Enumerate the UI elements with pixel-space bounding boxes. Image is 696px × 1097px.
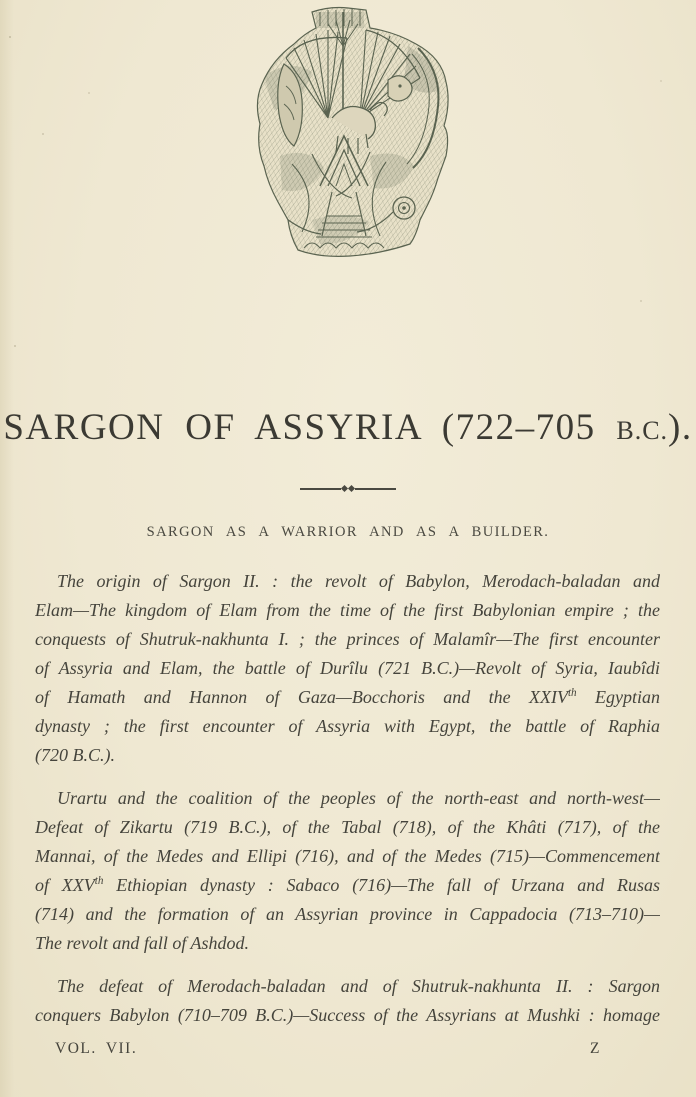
chapter-title-main: SARGON OF ASSYRIA (722–705 [3, 407, 596, 448]
summary-paragraph-1 [35, 567, 660, 770]
assyrian-fragment-engraving [220, 6, 460, 258]
chapter-title-suffix: ). [668, 407, 693, 448]
engraving-svg [220, 6, 460, 258]
paper-speckles [0, 0, 2, 2]
page-footer [0, 1040, 696, 1058]
superscript-ordinal: th [94, 875, 104, 887]
summary-paragraph-3 [35, 972, 660, 1030]
divider-line-right [355, 488, 396, 490]
chapter-summary [0, 567, 696, 1044]
summary-line: Elam—The kingdom of Elam from the time of the first Babylonian empire ; the [35, 600, 660, 620]
chapter-title-era: B.C. [616, 416, 669, 445]
divider-line-left [300, 488, 341, 490]
superscript-ordinal: th [567, 687, 577, 699]
divider-diamond-icon [348, 485, 355, 492]
summary-line: Defeat of Zikartu (719 B.C.), of the Tabal (718), of the Khâti (717), of the [35, 817, 660, 837]
section-divider [0, 486, 696, 491]
summary-line: of Assyria and Elam, the battle of Durîlu (721 B.C.)—Revolt of Syria, Iaubîdi [35, 658, 660, 678]
chapter-title [0, 406, 696, 449]
summary-line: of XXVth Ethiopian dynasty : Sabaco (716)—The fall of Urzana and Rusas [35, 875, 660, 895]
summary-line: conquests of Shutruk-nakhunta I. ; the princes of Malamîr—The first encounter [35, 629, 660, 649]
section-heading: SARGON AS A WARRIOR AND AS A BUILDER. [146, 524, 550, 540]
summary-line: conquers Babylon (710–709 B.C.)—Success of the Assyrians at Mushki : homage [35, 1005, 660, 1025]
summary-line: The origin of Sargon II. : the revolt of Babylon, Merodach-baladan and [57, 571, 660, 591]
summary-line: of Hamath and Hannon of Gaza—Bocchoris and the XXIVth Egyptian [35, 687, 660, 707]
signature-mark: Z [590, 1040, 601, 1057]
summary-line: Urartu and the coalition of the peoples of the north-east and north-west— [57, 788, 660, 808]
summary-line: dynasty ; the first encounter of Assyria with Egypt, the battle of Raphia [35, 716, 660, 736]
summary-line: (714) and the formation of an Assyrian province in Cappadocia (713–710)— [35, 904, 660, 924]
summary-line: The revolt and fall of Ashdod. [35, 933, 249, 953]
summary-line: Mannai, of the Medes and Ellipi (716), and of the Medes (715)—Commencement [35, 846, 660, 866]
summary-line: (720 B.C.). [35, 745, 115, 765]
summary-line: The defeat of Merodach-baladan and of Shutruk-nakhunta II. : Sargon [57, 976, 660, 996]
volume-label: VOL. VII. [55, 1040, 138, 1057]
summary-paragraph-2 [35, 784, 660, 958]
